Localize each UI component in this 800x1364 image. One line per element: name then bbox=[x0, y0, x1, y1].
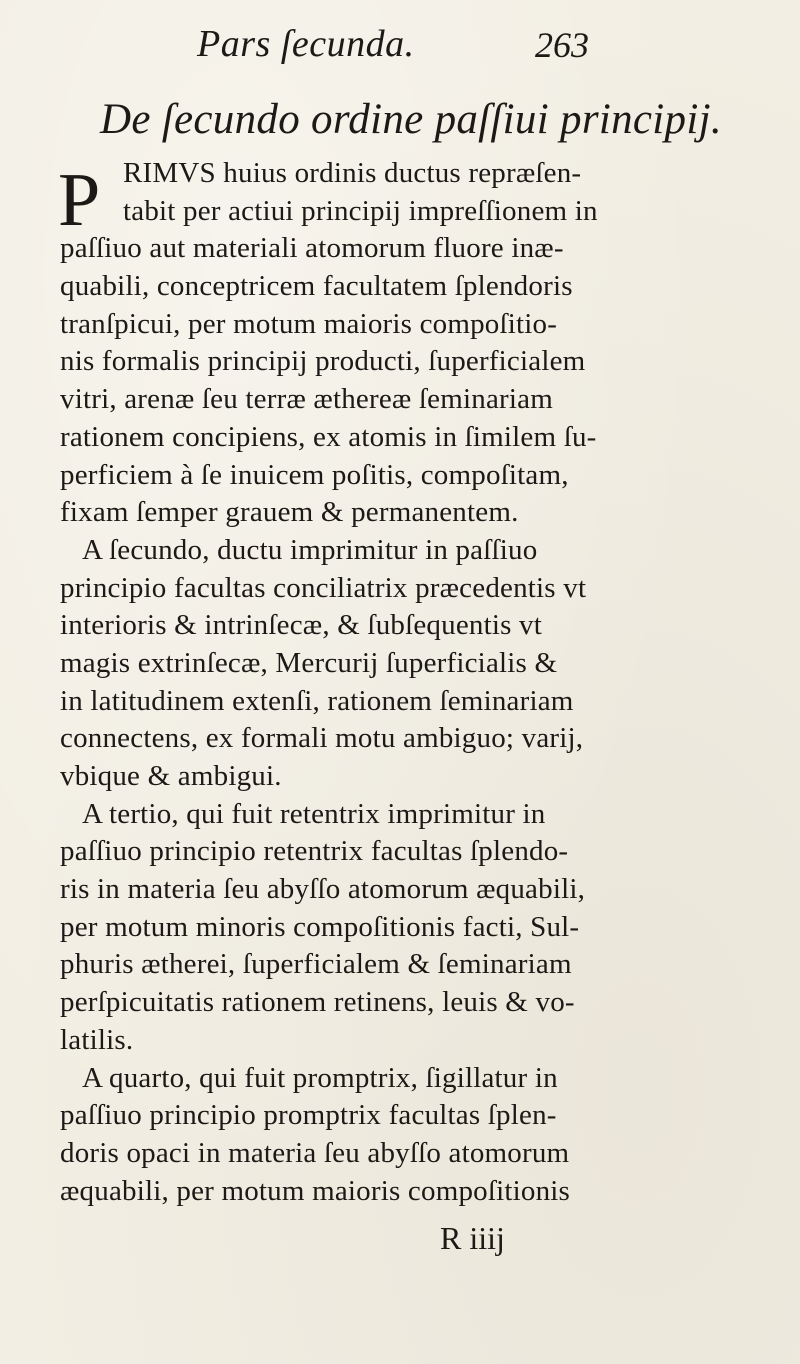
drop-cap: P bbox=[58, 158, 101, 242]
text-line: ris in materia ſeu abyſſo atomorum æquabili, bbox=[60, 873, 586, 906]
text-line: per motum minoris compoſitionis facti, Sul- bbox=[60, 910, 580, 943]
text-line: tranſpicui, per motum maioris compoſitio- bbox=[60, 307, 558, 340]
paragraph-1 bbox=[60, 155, 660, 532]
text-line: paſſiuo principio promptrix facultas ſplen- bbox=[60, 1099, 557, 1132]
text-line: perficiem à ſe inuicem poſitis, compoſitam, bbox=[60, 458, 569, 491]
text-line: A ſecundo, ductu imprimitur in paſſiuo bbox=[82, 533, 538, 566]
running-title: Pars ſecunda. bbox=[197, 23, 415, 65]
text-line: in latitudinem extenſi, rationem ſeminariam bbox=[60, 684, 574, 717]
text-line: fixam ſemper grauem & permanentem. bbox=[60, 496, 519, 529]
text-line: paſſiuo aut materiali atomorum fluore inæ- bbox=[60, 232, 564, 265]
text-line: A tertio, qui fuit retentrix imprimitur in bbox=[82, 797, 546, 830]
page-number: 263 bbox=[535, 25, 589, 65]
text-line: phuris ætherei, ſuperficialem & ſeminariam bbox=[60, 948, 572, 981]
text-line: nis formalis principij producti, ſuperficialem bbox=[60, 345, 586, 378]
text-line: vitri, arenæ ſeu terræ æthereæ ſeminariam bbox=[60, 383, 553, 416]
text-line: æquabili, per motum maioris compoſitionis bbox=[60, 1174, 571, 1207]
paragraph-4 bbox=[60, 1060, 660, 1211]
body-text bbox=[60, 155, 660, 1210]
text-line: magis extrinſecæ, Mercurij ſuperficialis & bbox=[60, 646, 558, 679]
signature-mark: R iiij bbox=[440, 1220, 505, 1256]
text-line: RIMVS huius ordinis ductus repræſen- bbox=[123, 157, 582, 189]
paragraph-3 bbox=[60, 796, 660, 1060]
text-line: A quarto, qui fuit promptrix, ſigillatur in bbox=[82, 1061, 558, 1094]
text-line: connectens, ex formali motu ambiguo; varij, bbox=[60, 722, 584, 755]
text-line: quabili, conceptricem facultatem ſplendoris bbox=[60, 270, 573, 303]
text-line: perſpicuitatis rationem retinens, leuis & vo- bbox=[60, 986, 575, 1019]
text-line: rationem concipiens, ex atomis in ſimilem ſu- bbox=[60, 420, 597, 453]
text-line: tabit per actiui principij impreſſionem in bbox=[123, 194, 598, 227]
section-heading: De ſecundo ordine paſſiui principij. bbox=[100, 96, 722, 143]
text-line: vbique & ambigui. bbox=[60, 760, 282, 792]
paragraph-2 bbox=[60, 532, 660, 796]
text-line: latilis. bbox=[60, 1023, 134, 1056]
text-line: principio facultas conciliatrix præcedentis vt bbox=[60, 571, 587, 604]
text-line: paſſiuo principio retentrix facultas ſplendo- bbox=[60, 835, 569, 868]
running-head bbox=[0, 22, 800, 72]
text-line: interioris & intrinſecæ, & ſubſequentis vt bbox=[60, 609, 543, 642]
text-line: doris opaci in materia ſeu abyſſo atomorum bbox=[60, 1136, 570, 1169]
